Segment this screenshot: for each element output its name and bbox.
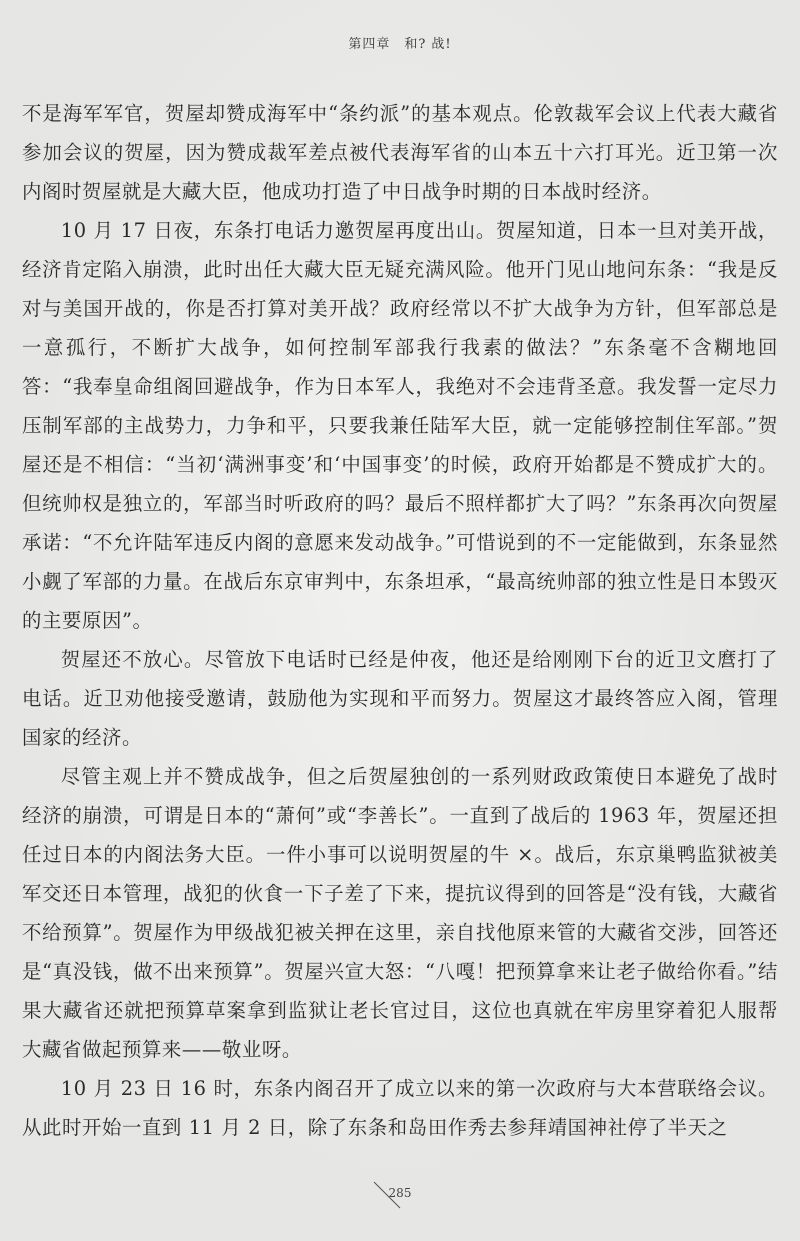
paragraph: 不是海军军官，贺屋却赞成海军中“条约派”的基本观点。伦敦裁军会议上代表大藏省参加会议的贺屋，因为赞成裁军差点被代表海军省的山本五十六打耳光。近卫第一次内阁时贺屋就是大藏大臣，他成功打造了中日战争时期的日本战时经济。	[22, 102, 778, 203]
paragraph: 贺屋还不放心。尽管放下电话时已经是仲夜，他还是给刚刚下台的近卫文麿打了电话。近卫劝他接受邀请，鼓励他为实现和平而努力。贺屋这才最终答应入阁，管理国家的经济。	[22, 648, 778, 749]
page-number: 285	[388, 1186, 412, 1200]
paragraph: 10 月 17 日夜，东条打电话力邀贺屋再度出山。贺屋知道，日本一旦对美开战，经济肯定陷入崩溃，此时出任大藏大臣无疑充满风险。他开门见山地问东条：“我是反对与美国开战的，你是否打算对美开战？政府经常以不扩大战争为方针，但军部总是一意孤行，不断扩大战争，如何控制军部我行我素的做法？”东条毫不含糊地回答：“我奉皇命组阁回避战争，作为日本军人，我绝对不会违背圣意。我发誓一定尽力压制军部的主战势力，力争和平，只要我兼任陆军大臣，就一定能够控制住军部。”贺屋还是不相信：“当初‘满洲事变’和‘中国事变’的时候，政府开始都是不赞成扩大的。但统帅权是独立的，军部当时听政府的吗？最后不照样都扩大了吗？”东条再次向贺屋承诺：“不允许陆军违反内阁的意愿来发动战争。”可惜说到的不一定能做到，东条显然小觑了军部的力量。在战后东京审判中，东条坦承，“最高统帅部的独立性是日本毁灭的主要原因”。	[22, 219, 778, 632]
running-header: 第四章 和? 战!	[348, 37, 452, 52]
paragraph: 10 月 23 日 16 时，东条内阁召开了成立以来的第一次政府与大本营联络会议。从此时开始一直到 11 月 2 日，除了东条和岛田作秀去参拜靖国神社停了半天之	[22, 1077, 778, 1139]
body-text	[22, 94, 778, 1147]
paragraph: 尽管主观上并不赞成战争，但之后贺屋独创的一系列财政政策使日本避免了战时经济的崩溃，可谓是日本的“萧何”或“李善长”。一直到了战后的 1963 年，贺屋还担任过日本的内阁法务大臣。一件小事可以说明贺屋的牛 ×。战后，东京巢鸭监狱被美军交还日本管理，战犯的伙食一下子差了下来，提抗议得到的回答是“没有钱，大藏省不给预算”。贺屋作为甲级战犯被关押在这里，亲自找他原来管的大藏省交涉，回答还是“真没钱，做不出来预算”。贺屋兴宣大怒：“八嘎！把预算拿来让老子做给你看。”结果大藏省还就把预算草案拿到监狱让老长官过目，这位也真就在牢房里穿着犯人服帮大藏省做起预算来——敬业呀。	[22, 765, 778, 1061]
